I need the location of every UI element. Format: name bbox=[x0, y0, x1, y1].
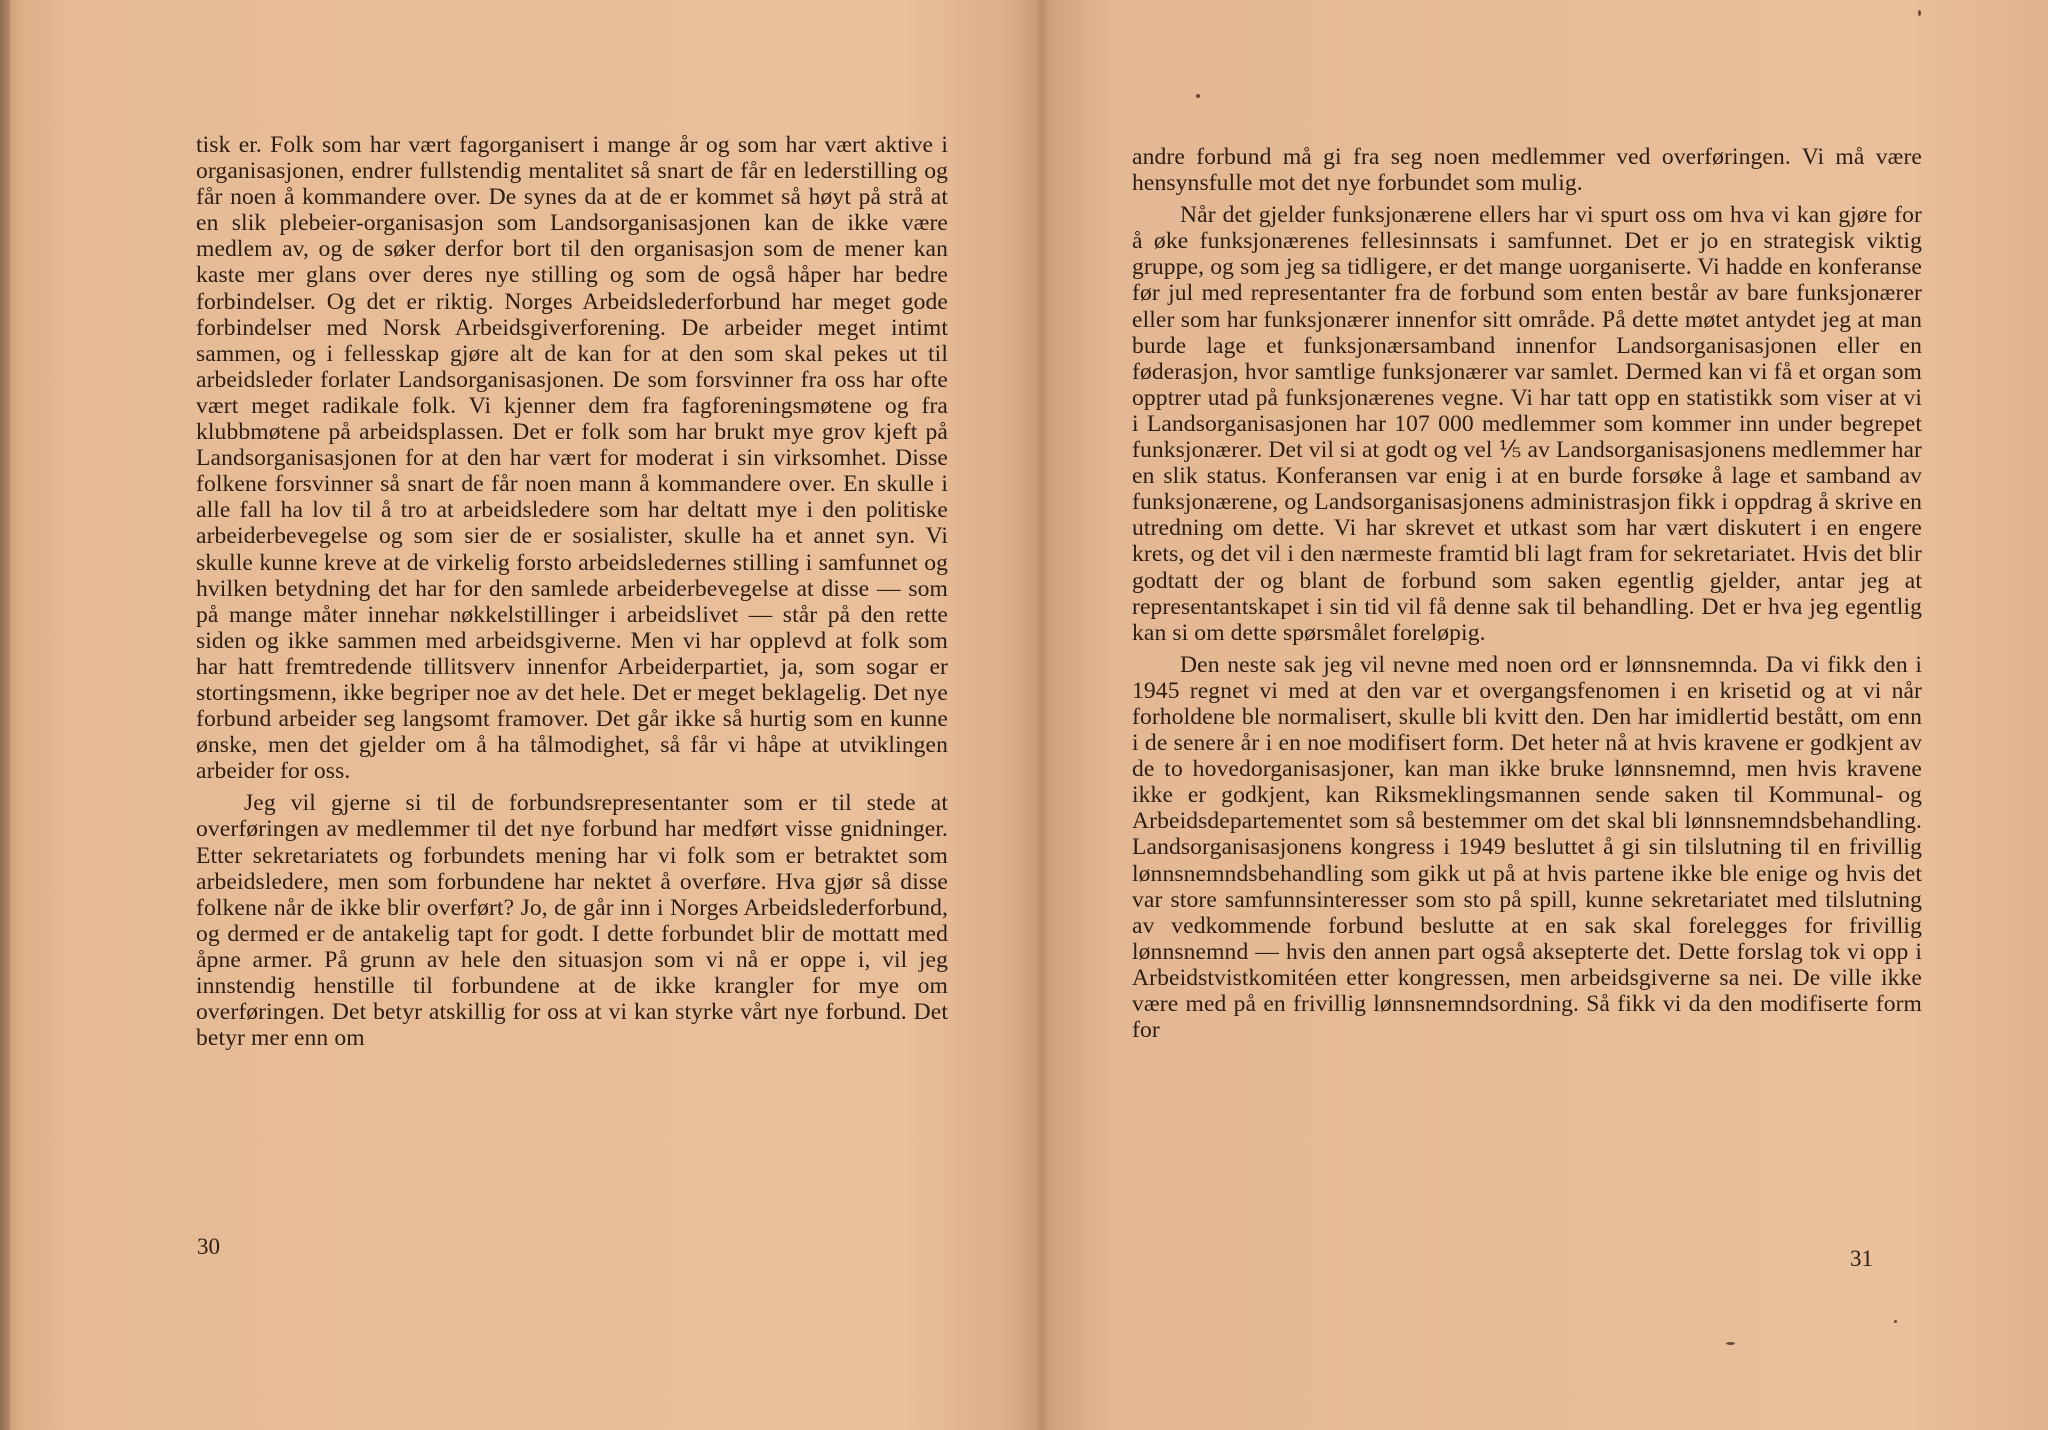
right-page-number: 31 bbox=[1850, 1246, 1873, 1271]
paper-speck bbox=[1918, 10, 1921, 16]
left-paragraph-2: Jeg vil gjerne si til de forbundsrepresentanter som er til stede at overføringen av medlemmer til det nye forbund har medført visse gnidninger. Etter sekretariatets og forbundets mening har vi folk som er betraktet som arbeidsledere, men som forbundene har nektet å overføre. Hva gjør så disse folkene når de ikke blir overført? Jo, de går inn i Norges Arbeidslederforbund, og dermed er de antakelig tapt for godt. I dette forbundet blir de mottatt med åpne armer. På grunn av hele den situasjon som vi nå er oppe i, vil jeg innstendig henstille til forbundene at de ikke krangler for mye om overføringen. Det betyr atskillig for oss at vi kan styrke vårt nye forbund. Det betyr mer enn om bbox=[196, 790, 948, 1052]
right-paragraph-1: andre forbund må gi fra seg noen medlemmer ved overføringen. Vi må være hensynsfulle mot det nye forbundet som mulig. bbox=[1132, 144, 1922, 197]
paper-speck bbox=[1726, 1342, 1735, 1345]
right-paragraph-3: Den neste sak jeg vil nevne med noen ord er lønnsnemnda. Da vi fikk den i 1945 regnet vi med at den var et overgangsfenomen i en krisetid og at vi når forholdene ble normalisert, skulle bli kvitt den. Den har imidlertid bestått, om enn i de senere år i en noe modifisert form. Det heter nå at hvis kravene er godkjent av de to hovedorganisasjoner, kan man ikke bruke lønnsnemnd, men hvis kravene ikke er godkjent, kan Riksmeklingsmannen sende saken til Kommunal- og Arbeidsdepartementet som så bestemmer om det skal bli lønnsnemndsbehandling. Landsorganisasjonens kongress i 1949 besluttet å gi sin tilslutning til en frivillig lønnsnemndsbehandling som gikk ut på at hvis partene ikke ble enige og hvis det var store samfunnsinteresser som sto på spill, kunne sekretariatet med tilslutning av vedkommende forbund beslutte at en sak skal forelegges for frivillig lønnsnemnd — hvis den annen part også aksepterte det. Dette forslag tok vi opp i Arbeidstvistkomitéen etter kongressen, men arbeidsgiverne sa nei. De ville ikke være med på en frivillig lønnsnemndsordning. Så fikk vi da den modifiserte form for bbox=[1132, 651, 1922, 1044]
right-page bbox=[1040, 0, 2048, 1430]
left-page-text bbox=[196, 132, 948, 1051]
paper-speck bbox=[1196, 94, 1200, 98]
left-paragraph-1: tisk er. Folk som har vært fagorganisert i mange år og som har vært aktive i organisasjonen, endrer fullstendig mentalitet så snart de får en lederstilling og får noen å kommandere over. De synes da at de er kommet så høyt på strå at en slik plebeier-organisasjon som Landsorganisasjonen kan de ikke være medlem av, og de søker derfor bort til den organisasjon som de mener kan kaste mer glans over deres nye stilling og som de også håper har bedre forbindelser. Og det er riktig. Norges Arbeidslederforbund har meget gode forbindelser med Norsk Arbeidsgiverforening. De arbeider meget intimt sammen, og i fellesskap gjøre alt de kan for at den som skal pekes ut til arbeidsleder forlater Landsorganisasjonen. De som forsvinner fra oss har ofte vært meget radikale folk. Vi kjenner dem fra fagforeningsmøtene og fra klubbmøtene på arbeidsplassen. Det er folk som har brukt mye grov kjeft på Landsorganisasjonen for at den har vært for moderat i sin virksomhet. Disse folkene forsvinner så snart de får noen mann å kommandere over. En skulle i alle fall ha lov til å tro at arbeidsledere som har deltatt mye i den politiske arbeiderbevegelse og som sier de er sosialister, skulle ha et annet syn. Vi skulle kunne kreve at de virkelig forsto arbeidsledernes stilling i samfunnet og hvilken betydning det har for den samlede arbeiderbevegelse at disse — som på mange måter innehar nøkkelstillinger i arbeidslivet — står på den rette siden og ikke sammen med arbeidsgiverne. Men vi har opplevd at folk som har hatt fremtredende tillitsverv innenfor Arbeiderpartiet, ja, som sogar er stortingsmenn, ikke begriper noe av det hele. Det er meget beklagelig. Det nye forbund arbeider seg langsomt framover. Det går ikke så hurtig som en kunne ønske, men det gjelder om å ha tålmodighet, så får vi håpe at utviklingen arbeider for oss. bbox=[196, 132, 948, 785]
left-page-number: 30 bbox=[197, 1234, 220, 1259]
right-page-text bbox=[1132, 144, 1922, 1043]
right-paragraph-2: Når det gjelder funksjonærene ellers har vi spurt oss om hva vi kan gjøre for å øke funksjonærenes fellesinnsats i samfunnet. Det er jo en strategisk viktig gruppe, og som jeg sa tidligere, er det mange uorganiserte. Vi hadde en konferanse før jul med representanter fra de forbund som enten består av bare funksjonærer eller som har funksjonærer innenfor sitt område. På dette møtet antydet jeg at man burde lage et funksjonærsamband innenfor Landsorganisasjonen eller en føderasjon, hvor samtlige funksjonærer var samlet. Dermed kan vi få et organ som opptrer utad på funksjonærenes vegne. Vi har tatt opp en statistikk som viser at vi i Landsorganisasjonen har 107 000 medlemmer som kommer inn under begrepet funksjonærer. Det vil si at godt og vel ⅕ av Landsorganisasjonens medlemmer har en slik status. Konferansen var enig i at en burde forsøke å lage et samband av funksjonærene, og Landsorganisasjonens administrasjon fikk i oppdrag å skrive en utredning om dette. Vi har skrevet et utkast som har vært diskutert i en engere krets, og det vil i den nærmeste framtid bli lagt fram for sekretariatet. Hvis det blir godtatt der og blant de forbund som saken egentlig gjelder, antar jeg at representantskapet i sin tid vil få denne sak til behandling. Det er hva jeg egentlig kan si om dette spørsmålet foreløpig. bbox=[1132, 202, 1922, 646]
paper-speck bbox=[1894, 1320, 1897, 1323]
